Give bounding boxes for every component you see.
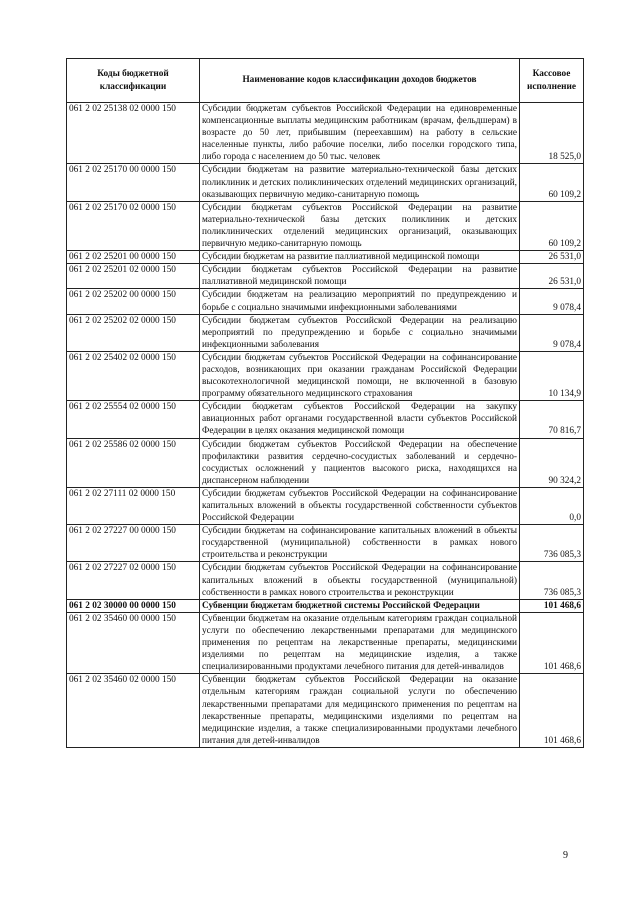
budget-table bbox=[66, 58, 584, 748]
row-amount: 10 134,9 bbox=[520, 351, 584, 400]
table-row bbox=[67, 251, 584, 264]
table-row bbox=[67, 264, 584, 289]
row-code: 061 2 02 27227 00 0000 150 bbox=[67, 525, 200, 562]
row-code: 061 2 02 25201 02 0000 150 bbox=[67, 264, 200, 289]
row-code: 061 2 02 25170 02 0000 150 bbox=[67, 201, 200, 250]
row-amount: 9 078,4 bbox=[520, 289, 584, 314]
row-code: 061 2 02 25138 02 0000 150 bbox=[67, 103, 200, 164]
page-number: 9 bbox=[563, 850, 568, 861]
header-amount: Кассовое исполнение bbox=[520, 59, 584, 103]
row-name: Субсидии бюджетам субъектов Российской Федерации на единовременные компенсационные выплаты медицинским работникам (врачам, фельдшерам) в возрасте до 50 лет, прибывшим (переехавшим) на работу в сельские населенные пункты, либо рабочие поселки, либо поселки городского типа, либо города с населением до 50 тыс. человек bbox=[200, 103, 520, 164]
row-amount: 70 816,7 bbox=[520, 401, 584, 438]
table-row bbox=[67, 525, 584, 562]
row-amount: 101 468,6 bbox=[520, 612, 584, 673]
table-row bbox=[67, 103, 584, 164]
row-amount: 90 324,2 bbox=[520, 438, 584, 487]
row-name: Субсидии бюджетам на софинансирование капитальных вложений в объекты государственной (муниципальной) собственности в рамках нового строительства и реконструкции bbox=[200, 525, 520, 562]
header-code: Коды бюджетной классификации bbox=[67, 59, 200, 103]
table-row bbox=[67, 401, 584, 438]
row-name: Субвенции бюджетам на оказание отдельным категориям граждан социальной услуги по обеспечению лекарственными препаратами для медицинского применения по рецептам на лекарственные препараты, медицинскими изделиями по рецептам на медицинские изделия, а также специализированными продуктами лечебного питания для детей-инвалидов bbox=[200, 612, 520, 673]
row-name: Субсидии бюджетам субъектов Российской Федерации на реализацию мероприятий по предупреждению и борьбе с социально значимыми инфекционными заболевания bbox=[200, 314, 520, 351]
table-row bbox=[67, 599, 584, 612]
row-name: Субвенции бюджетам субъектов Российской Федерации на оказание отдельным категориям граждан социальной услуги по обеспечению лекарственными препаратами для медицинского применения по рецептам на лекарственные препараты, медицинскими изделиями по рецептам на медицинские изделия, а также специализированными продуктами лечебного питания для детей-инвалидов bbox=[200, 674, 520, 748]
table-row bbox=[67, 438, 584, 487]
row-amount: 18 525,0 bbox=[520, 103, 584, 164]
table-row bbox=[67, 674, 584, 748]
row-name: Субсидии бюджетам на реализацию мероприятий по предупреждению и борьбе с социально значимыми инфекционными заболеваниями bbox=[200, 289, 520, 314]
row-name: Субсидии бюджетам субъектов Российской Федерации на закупку авиационных работ органами государственной власти субъектов Российской Федерации в целях оказания медицинской помощи bbox=[200, 401, 520, 438]
row-code: 061 2 02 25201 00 0000 150 bbox=[67, 251, 200, 264]
row-name: Субсидии бюджетам субъектов Российской Федерации на софинансирование расходов, возникающих при оказании гражданам Российской Федерации высокотехнологичной медицинской помощи, не включенной в базовую программу обязательного медицинского страхования bbox=[200, 351, 520, 400]
row-code: 061 2 02 27111 02 0000 150 bbox=[67, 487, 200, 524]
table-row bbox=[67, 289, 584, 314]
table-row bbox=[67, 164, 584, 201]
row-amount: 60 109,2 bbox=[520, 164, 584, 201]
table-header-row bbox=[67, 59, 584, 103]
row-code: 061 2 02 27227 02 0000 150 bbox=[67, 562, 200, 599]
row-amount: 26 531,0 bbox=[520, 264, 584, 289]
row-code: 061 2 02 25202 00 0000 150 bbox=[67, 289, 200, 314]
row-amount: 736 085,3 bbox=[520, 562, 584, 599]
row-amount: 736 085,3 bbox=[520, 525, 584, 562]
row-code: 061 2 02 25586 02 0000 150 bbox=[67, 438, 200, 487]
header-name: Наименование кодов классификации доходов бюджетов bbox=[200, 59, 520, 103]
row-code: 061 2 02 25170 00 0000 150 bbox=[67, 164, 200, 201]
row-amount: 9 078,4 bbox=[520, 314, 584, 351]
row-name: Субсидии бюджетам субъектов Российской Федерации на развитие материально-технической базы детских поликлиник и детских поликлинических отделений медицинских организаций, оказывающих первичную медико-санитарную помощь bbox=[200, 201, 520, 250]
row-name: Субсидии бюджетам субъектов Российской Федерации на софинансирование капитальных вложений в объекты государственной (муниципальной) собственности в рамках нового строительства и реконструкции bbox=[200, 562, 520, 599]
table-row bbox=[67, 487, 584, 524]
table-body bbox=[67, 103, 584, 748]
row-code: 061 2 02 30000 00 0000 150 bbox=[67, 599, 200, 612]
row-name: Субсидии бюджетам на развитие паллиативной медицинской помощи bbox=[200, 251, 520, 264]
row-amount: 101 468,6 bbox=[520, 674, 584, 748]
row-name: Субсидии бюджетам на развитие материально-технической базы детских поликлиник и детских поликлинических отделений медицинских организаций, оказывающих первичную медико-санитарную помощь bbox=[200, 164, 520, 201]
row-code: 061 2 02 25402 02 0000 150 bbox=[67, 351, 200, 400]
row-code: 061 2 02 35460 02 0000 150 bbox=[67, 674, 200, 748]
row-amount: 101 468,6 bbox=[520, 599, 584, 612]
row-amount: 26 531,0 bbox=[520, 251, 584, 264]
row-name: Субсидии бюджетам субъектов Российской Федерации на обеспечение профилактики развития сердечно-сосудистых заболеваний и сердечно-сосудистых осложнений у пациентов высокого риска, находящихся на диспансерном наблюдении bbox=[200, 438, 520, 487]
table-row bbox=[67, 351, 584, 400]
row-name: Субвенции бюджетам бюджетной системы Российской Федерации bbox=[200, 599, 520, 612]
table-row bbox=[67, 314, 584, 351]
row-code: 061 2 02 25202 02 0000 150 bbox=[67, 314, 200, 351]
row-code: 061 2 02 25554 02 0000 150 bbox=[67, 401, 200, 438]
table-row bbox=[67, 201, 584, 250]
row-name: Субсидии бюджетам субъектов Российской Федерации на развитие паллиативной медицинской помощи bbox=[200, 264, 520, 289]
row-name: Субсидии бюджетам субъектов Российской Федерации на софинансирование капитальных вложений в объекты государственной собственности субъектов Российской Федерации bbox=[200, 487, 520, 524]
row-amount: 60 109,2 bbox=[520, 201, 584, 250]
table-row bbox=[67, 562, 584, 599]
row-code: 061 2 02 35460 00 0000 150 bbox=[67, 612, 200, 673]
table-row bbox=[67, 612, 584, 673]
row-amount: 0,0 bbox=[520, 487, 584, 524]
